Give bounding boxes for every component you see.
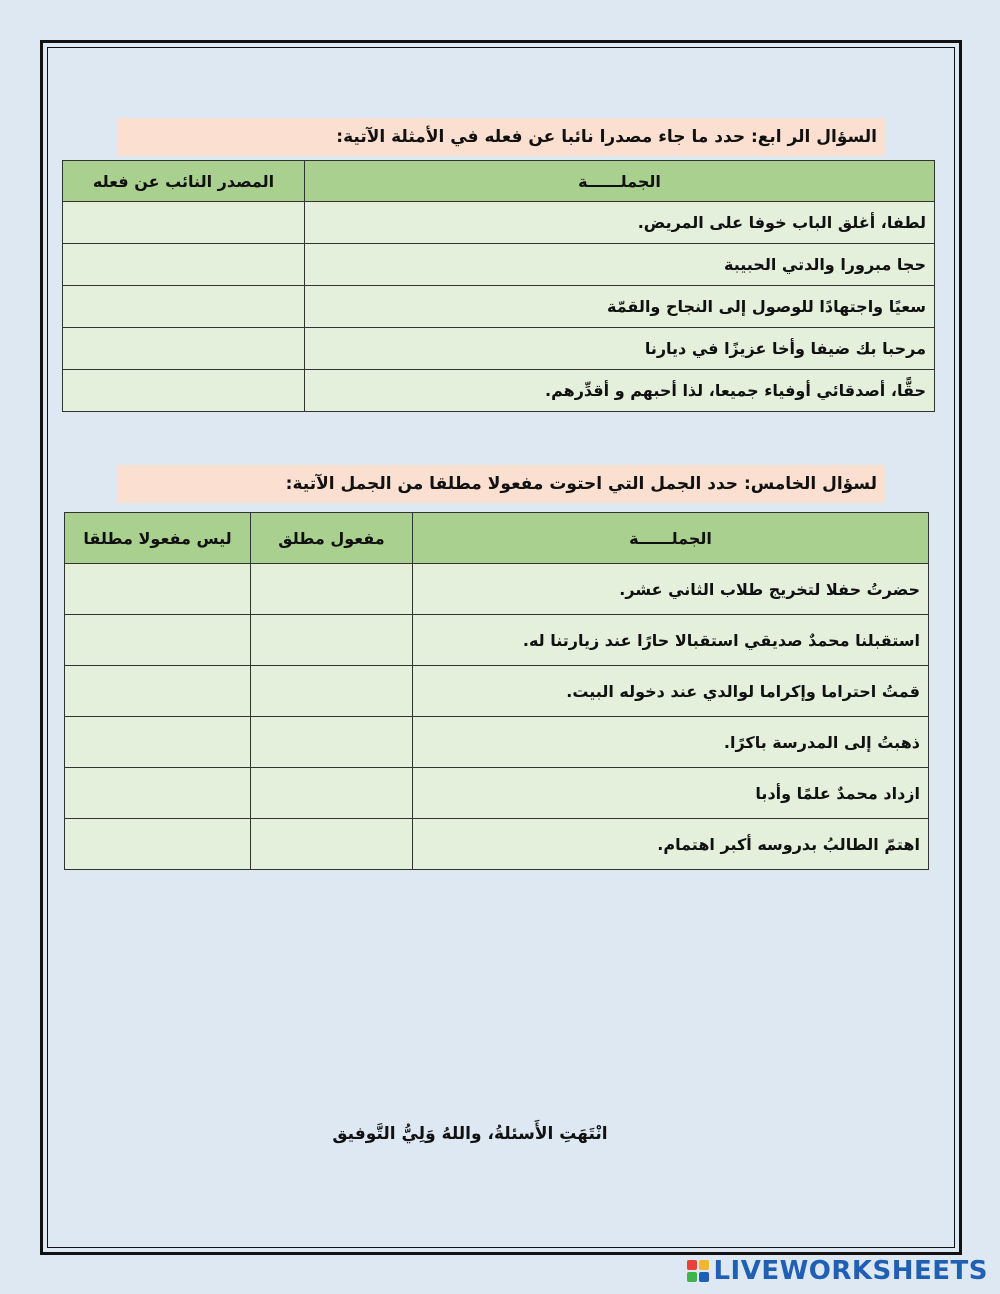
q5-table [64, 512, 929, 870]
q5-sentence: حضرتُ حفلا لتخريج طلاب الثاني عشر. [413, 564, 929, 615]
q5-not-absolute-object-field[interactable] [65, 564, 251, 615]
q4-answer-field[interactable] [63, 244, 305, 286]
q4-table [62, 160, 935, 412]
q5-sentence: استقبلنا محمدٌ صديقي استقبالا حارًا عند زيارتنا له. [413, 615, 929, 666]
q5-heading: لسؤال الخامس: حدد الجمل التي احتوت مفعولا مطلقا من الجمل الآتية: [117, 465, 885, 503]
q5-not-absolute-object-field[interactable] [65, 615, 251, 666]
table-row [65, 564, 929, 615]
q5-absolute-object-field[interactable] [251, 819, 413, 870]
q5-not-absolute-object-field[interactable] [65, 768, 251, 819]
q4-sentence: حقًّا، أصدقائي أوفياء جميعا، لذا أحبهم و أقدِّرهم. [305, 370, 935, 412]
q4-heading: السؤال الر ابع: حدد ما جاء مصدرا نائبا عن فعله في الأمثلة الآتية: [117, 118, 885, 156]
table-row [65, 819, 929, 870]
q4-answer-field[interactable] [63, 286, 305, 328]
q5-header-absolute-object: مفعول مطلق [251, 513, 413, 564]
liveworksheets-logo[interactable] [687, 1256, 988, 1286]
q5-absolute-object-field[interactable] [251, 768, 413, 819]
liveworksheets-logo-icon [687, 1260, 709, 1282]
q5-absolute-object-field[interactable] [251, 717, 413, 768]
table-row [65, 666, 929, 717]
q4-sentence: حجا مبرورا والدتي الحبيبة [305, 244, 935, 286]
q5-not-absolute-object-field[interactable] [65, 666, 251, 717]
table-row [65, 768, 929, 819]
q4-sentence: لطفا، أغلق الباب خوفا على المريض. [305, 202, 935, 244]
q5-header-not-absolute-object: ليس مفعولا مطلقا [65, 513, 251, 564]
q5-not-absolute-object-field[interactable] [65, 819, 251, 870]
q4-sentence: سعيًا واجتهادًا للوصول إلى النجاح والقمّة [305, 286, 935, 328]
brand-name: LIVEWORKSHEETS [713, 1256, 988, 1286]
q5-absolute-object-field[interactable] [251, 564, 413, 615]
q5-absolute-object-field[interactable] [251, 615, 413, 666]
table-row [65, 717, 929, 768]
q5-sentence: ازداد محمدٌ علمًا وأدبا [413, 768, 929, 819]
table-row [63, 286, 935, 328]
q4-header-masdar: المصدر النائب عن فعله [63, 161, 305, 202]
q4-answer-field[interactable] [63, 370, 305, 412]
table-row [63, 202, 935, 244]
q5-not-absolute-object-field[interactable] [65, 717, 251, 768]
q5-absolute-object-field[interactable] [251, 666, 413, 717]
q5-header-row [65, 513, 929, 564]
table-row [65, 615, 929, 666]
q5-sentence: ذهبتُ إلى المدرسة باكرًا. [413, 717, 929, 768]
q5-sentence: قمتُ احتراما وإكراما لوالدي عند دخوله البيت. [413, 666, 929, 717]
q5-sentence: اهتمّ الطالبُ بدروسه أكبر اهتمام. [413, 819, 929, 870]
table-row [63, 370, 935, 412]
q4-answer-field[interactable] [63, 202, 305, 244]
q4-header-row [63, 161, 935, 202]
q4-sentence: مرحبا بك ضيفا وأخا عزيزًا في ديارنا [305, 328, 935, 370]
table-row [63, 328, 935, 370]
table-row [63, 244, 935, 286]
q5-header-sentence: الجملــــــة [413, 513, 929, 564]
q4-header-sentence: الجملــــــة [305, 161, 935, 202]
closing-text: انْتَهَتِ الأَسئلةُ، واللهُ وَلِيُّ التَّوفيق [332, 1124, 608, 1144]
q4-answer-field[interactable] [63, 328, 305, 370]
